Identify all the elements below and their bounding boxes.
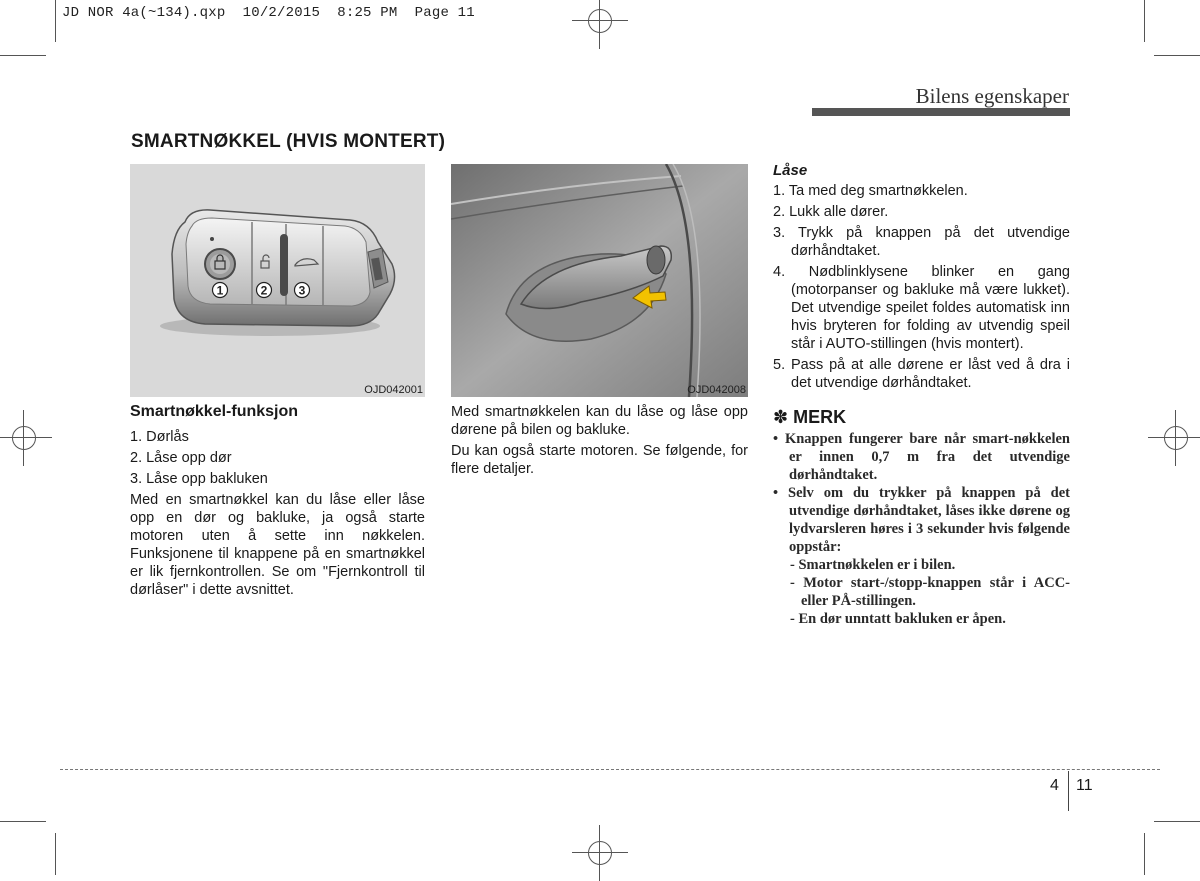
function-heading: Smartnøkkel-funksjon: [130, 403, 299, 420]
note-sub-bullet: - En dør unntatt bakluken er åpen.: [790, 611, 1006, 627]
print-slug: JD NOR 4a(~134).qxp 10/2/2015 8:25 PM Page 11: [62, 5, 475, 21]
intro-paragraph-2: Du kan også starte motoren. Se følgende, for flere detaljer.: [451, 443, 748, 477]
door-handle-figure: [451, 164, 748, 397]
crop-mark: [1144, 0, 1145, 42]
note-block: [773, 430, 1070, 628]
button-number-3: 3: [298, 283, 306, 298]
page-chapter-number: 4: [1050, 777, 1059, 794]
crop-mark: [55, 833, 56, 875]
crop-mark: [0, 55, 46, 56]
column-3: [773, 162, 1070, 628]
function-paragraph: Med en smartnøkkel kan du låse eller låse opp en dør og bakluke, ja også starte motoren uten å sette inn nøkkelen. Funksjonene til knappene på en smartnøkkel er lik fjernkontrollen. Se om "Fjernkontroll til dørlåser" i dette avsnittet.: [130, 492, 425, 598]
intro-paragraph: Med smartnøkkelen kan du låse og låse opp dørene på bilen og bakluke.: [451, 404, 748, 438]
registration-mark-bottom: [582, 835, 618, 871]
chapter-bar: [812, 108, 1070, 116]
crop-mark: [0, 821, 46, 822]
smart-key-illustration: [130, 164, 425, 397]
note-title: ✽ MERK: [773, 407, 847, 427]
lock-step: 4. Nødblinklysene blinker en gang (motorpanser og bakluke må være lukket). Det utvendige speilet foldes automatisk inn hvis bryteren for folding av utvendig speil står i AUTO-stillingen (hvis montert).: [773, 264, 1070, 352]
column-2: [451, 403, 748, 481]
section-title: SMARTNØKKEL (HVIS MONTERT): [131, 131, 446, 152]
crop-mark: [1154, 55, 1200, 56]
note-sub-bullet: - Motor start-/stopp-knappen står i ACC- eller PÅ-stillingen.: [790, 575, 1070, 609]
registration-mark-top: [582, 3, 618, 39]
note-sub-bullet: - Smartnøkkelen er i bilen.: [790, 557, 956, 573]
crop-mark: [1144, 833, 1145, 875]
smart-key-figure: [130, 164, 425, 397]
function-item: 3. Låse opp bakluken: [130, 471, 268, 487]
registration-mark-right: [1158, 420, 1194, 456]
button-number-2: 2: [260, 283, 268, 298]
note-bullet: • Knappen fungerer bare når smart-nøkkelen er innen 0,7 m fra det utvendige dørhåndtaket.: [773, 431, 1070, 483]
chapter-title: Bilens egenskaper: [915, 84, 1069, 108]
page-number-divider: [1068, 771, 1069, 811]
lock-heading: Låse: [773, 162, 808, 179]
footer-rule: [60, 769, 1160, 770]
crop-mark: [55, 0, 56, 42]
function-item: 2. Låse opp dør: [130, 450, 232, 466]
note-bullet: • Selv om du trykker på knappen på det utvendige dørhåndtaket, låses ikke dørene og lydvarsleren høres i 3 sekunder hvis følgende oppstår:: [773, 485, 1070, 555]
lock-step: 1. Ta med deg smartnøkkelen.: [773, 183, 968, 199]
door-handle-illustration: [451, 164, 748, 397]
figure-code: OJD042008: [687, 384, 746, 396]
figure-code: OJD042001: [364, 384, 423, 396]
registration-mark-left: [6, 420, 42, 456]
page-number: 11: [1076, 777, 1093, 794]
button-number-1: 1: [216, 283, 224, 298]
lock-step: 3. Trykk på knappen på det utvendige dørhåndtaket.: [773, 225, 1070, 259]
function-item: 1. Dørlås: [130, 429, 189, 445]
crop-mark: [1154, 821, 1200, 822]
lock-step: 2. Lukk alle dører.: [773, 204, 889, 220]
column-1: [130, 403, 425, 602]
lock-step: 5. Pass på at alle dørene er låst ved å dra i det utvendige dørhåndtaket.: [773, 357, 1070, 391]
